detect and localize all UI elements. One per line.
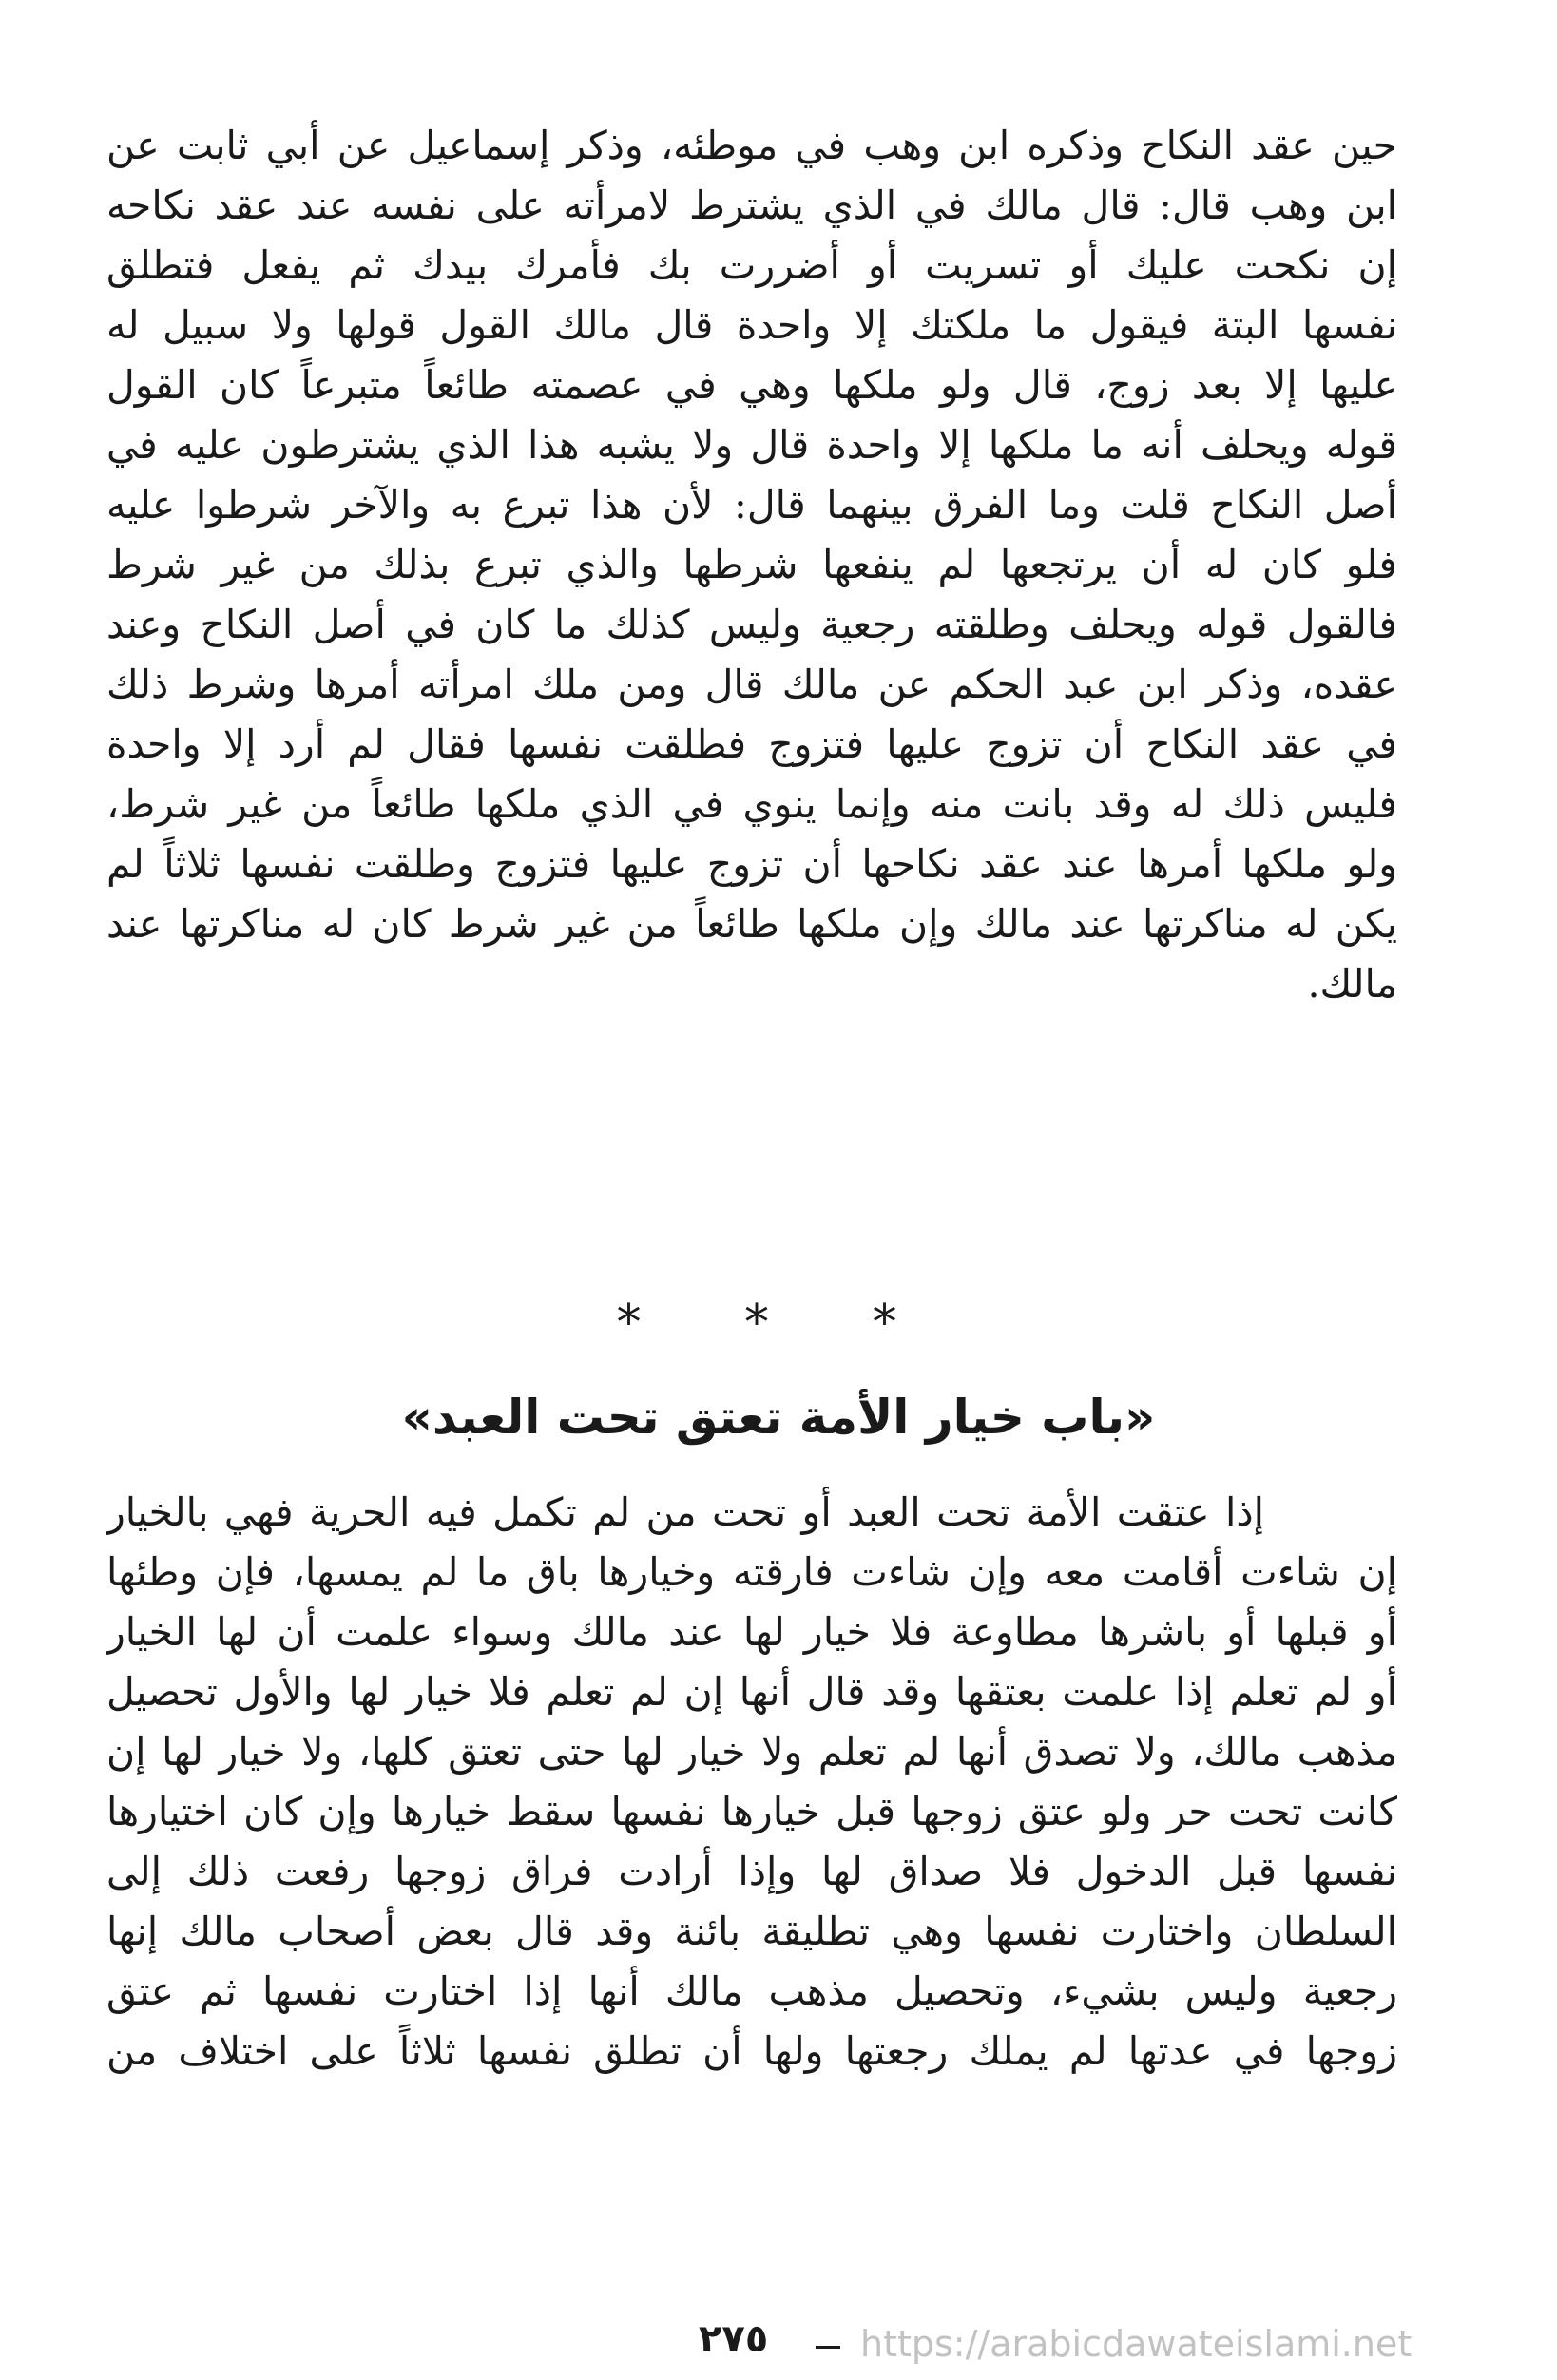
text-line: كانت تحت حر ولو عتق زوجها قبل خيارها نفسها سقط خيارها وإن كان اختيارها xyxy=(106,1789,1397,1834)
text-line: أو قبلها أو باشرها مطاوعة فلا خيار لها عند مالك وسواء علمت أن لها الخيار xyxy=(106,1609,1397,1655)
text-line: في عقد النكاح أن تزوج عليها فتزوج فطلقت نفسها فقال لم أرد إلا واحدة xyxy=(106,721,1397,767)
text-line: مالك. xyxy=(1307,961,1397,1007)
watermark-url: https://arabicdawateislami.net xyxy=(860,2323,1413,2365)
text-line: فلو كان له أن يرتجعها لم ينفعها شرطها والذي تبرع بذلك من غير شرط xyxy=(106,542,1397,587)
text-line: إن نكحت عليك أو تسريت أو أضررت بك فأمرك بيدك ثم يفعل فتطلق xyxy=(106,242,1397,288)
text-line: ابن وهب قال: قال مالك في الذي يشترط لامرأته على نفسه عند عقد نكاحه xyxy=(106,182,1397,228)
text-line: فالقول قوله ويحلف وطلقته رجعية وليس كذلك ما كان في أصل النكاح وعند xyxy=(106,602,1397,647)
footer-dash xyxy=(816,2346,840,2349)
text-line: السلطان واختارت نفسها وهي تطليقة بائنة وقد قال بعض أصحاب مالك إنها xyxy=(106,1909,1397,1954)
page-footer xyxy=(0,2317,1557,2365)
text-line: قوله ويحلف أنه ما ملكها إلا واحدة قال ولا يشبه هذا الذي يشترطون عليه في xyxy=(106,422,1397,468)
section-title: «باب خيار الأمة تعتق تحت العبد» xyxy=(401,1390,1156,1445)
text-line: رجعية وليس بشيء، وتحصيل مذهب مالك أنها إذا اختارت نفسها ثم عتق xyxy=(106,1968,1397,2014)
text-line: إن شاءت أقامت معه وإن شاءت فارقته وخيارها باق ما لم يمسها، فإن وطئها xyxy=(106,1549,1397,1595)
text-line: نفسها البتة فيقول ما ملكتك إلا واحدة قال مالك القول قولها ولا سبيل له xyxy=(106,302,1397,348)
text-line: عقده، وذكر ابن عبد الحكم عن مالك قال ومن ملك امرأته أمرها وشرط ذلك xyxy=(106,662,1397,707)
section-separator: * * * xyxy=(616,1295,941,1352)
text-line: يكن له مناكرتها عند مالك وإن ملكها طائعاً من غير شرط كان له مناكرتها عند xyxy=(106,901,1397,947)
paragraph-1 xyxy=(106,116,1397,1014)
text-line: نفسها قبل الدخول فلا صداق لها وإذا أرادت فراق زوجها رفعت ذلك إلى xyxy=(106,1849,1397,1894)
paragraph-2 xyxy=(106,1483,1397,2082)
page-number: ٢٧٥ xyxy=(699,2317,769,2361)
text-line: حين عقد النكاح وذكره ابن وهب في موطئه، وذكر إسماعيل عن أبي ثابت عن xyxy=(106,123,1397,168)
text-line: مذهب مالك، ولا تصدق أنها لم تعلم ولا خيار لها حتى تعتق كلها، ولا خيار لها إن xyxy=(106,1729,1397,1775)
text-line: عليها إلا بعد زوج، قال ولو ملكها وهي في عصمته طائعاً متبرعاً كان القول xyxy=(106,362,1397,408)
text-line: أصل النكاح قلت وما الفرق بينهما قال: لأن هذا تبرع به والآخر شرطوا عليه xyxy=(106,482,1397,528)
text-line: أو لم تعلم إذا علمت بعتقها وقد قال أنها إن لم تعلم فلا خيار لها والأول تحصيل xyxy=(106,1669,1397,1715)
text-line: ولو ملكها أمرها عند عقد نكاحها أن تزوج عليها فتزوج وطلقت نفسها ثلاثاً لم xyxy=(106,841,1397,887)
text-line: فليس ذلك له وقد بانت منه وإنما ينوي في الذي ملكها طائعاً من غير شرط، xyxy=(106,781,1397,827)
text-line: إذا عتقت الأمة تحت العبد أو تحت من لم تكمل فيه الحرية فهي بالخيار xyxy=(106,1489,1264,1535)
text-line: زوجها في عدتها لم يملك رجعتها ولها أن تطلق نفسها ثلاثاً على اختلاف من xyxy=(106,2028,1397,2074)
